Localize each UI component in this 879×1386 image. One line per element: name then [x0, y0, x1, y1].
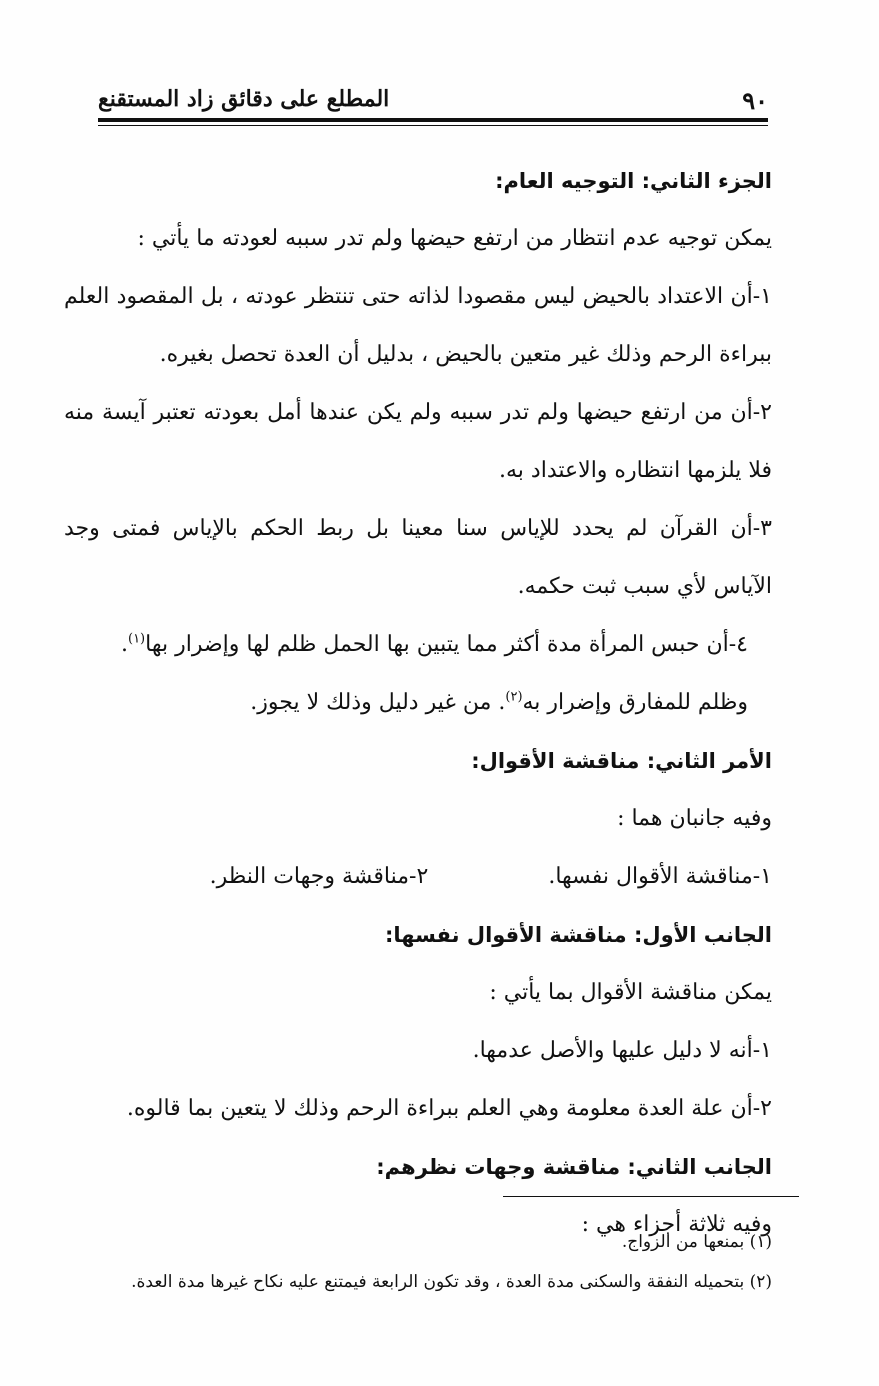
paragraph: ٢-أن من ارتفع حيضها ولم تدر سببه ولم يكن عندها أمل بعودته تعتبر آيسة منه فلا يلزمها انتظاره والاعتداد به.: [64, 400, 772, 483]
book-title: المطلع على دقائق زاد المستقنع: [98, 86, 390, 112]
footnote: (٢) بتحميله النفقة والسكنى مدة العدة ، وقد تكون الرابعة فيمتنع عليه نكاح غيرها مدة العدة.: [131, 1272, 772, 1292]
footnote-ref: (١): [127, 631, 146, 647]
paragraph: وفيه جانبان هما :: [617, 806, 772, 831]
paragraph: يمكن مناقشة الأقوال بما يأتي :: [489, 980, 772, 1005]
paragraph-text: ٤-أن حبس المرأة مدة أكثر مما يتبين بها الحمل ظلم لها وإضرار بها: [145, 632, 748, 657]
paragraph: يمكن توجيه عدم انتظار من ارتفع حيضها ولم تدر سببه لعودته ما يأتي :: [137, 226, 772, 251]
paragraph: [64, 674, 748, 732]
paragraph-text: . من غير دليل وذلك لا يجوز.: [250, 690, 506, 715]
paragraph-text: وظلم للمفارق وإضرار به: [522, 690, 748, 715]
footnotes: [60, 1222, 772, 1302]
two-column-list: [64, 848, 772, 906]
header-rule-thin: [98, 125, 768, 126]
section-heading: الأمر الثاني: مناقشة الأقوال:: [471, 749, 772, 773]
section-heading: الجانب الثاني: مناقشة وجهات نظرهم:: [376, 1155, 772, 1179]
list-item: ١-مناقشة الأقوال نفسها.: [548, 864, 772, 889]
section-heading: الجزء الثاني: التوجيه العام:: [495, 169, 772, 193]
header-rule-thick: [98, 118, 768, 122]
main-text: [64, 152, 772, 1254]
page-number: ٩٠: [742, 86, 768, 115]
paragraph: ٢-أن علة العدة معلومة وهي العلم ببراءة الرحم وذلك لا يتعين بما قالوه.: [126, 1096, 772, 1121]
paragraph: وفيه ثلاثة أجزاء هي :: [581, 1212, 772, 1237]
paragraph: ١-أنه لا دليل عليها والأصل عدمها.: [472, 1038, 772, 1063]
paragraph: ١-أن الاعتداد بالحيض ليس مقصودا لذاته حتى تنتظر عودته ، بل المقصود العلم ببراءة الرحم وذلك غير متعين بالحيض ، بدليل أن العدة تحصل بغيره.: [64, 284, 772, 367]
paragraph-text: .: [120, 632, 128, 657]
paragraph: ٣-أن القرآن لم يحدد للإياس سنا معينا بل ربط الحكم بالإياس فمتى وجد الآياس لأي سبب ثبت حكمه.: [64, 516, 772, 599]
footnote: (١) بمنعها من الزواج.: [621, 1232, 772, 1252]
footnote-ref: (٢): [505, 689, 523, 705]
list-item: ٢-مناقشة وجهات النظر.: [209, 864, 429, 889]
section-heading: الجانب الأول: مناقشة الأقوال نفسها:: [385, 923, 772, 947]
footnote-rule: [503, 1196, 799, 1197]
paragraph: [64, 616, 748, 674]
